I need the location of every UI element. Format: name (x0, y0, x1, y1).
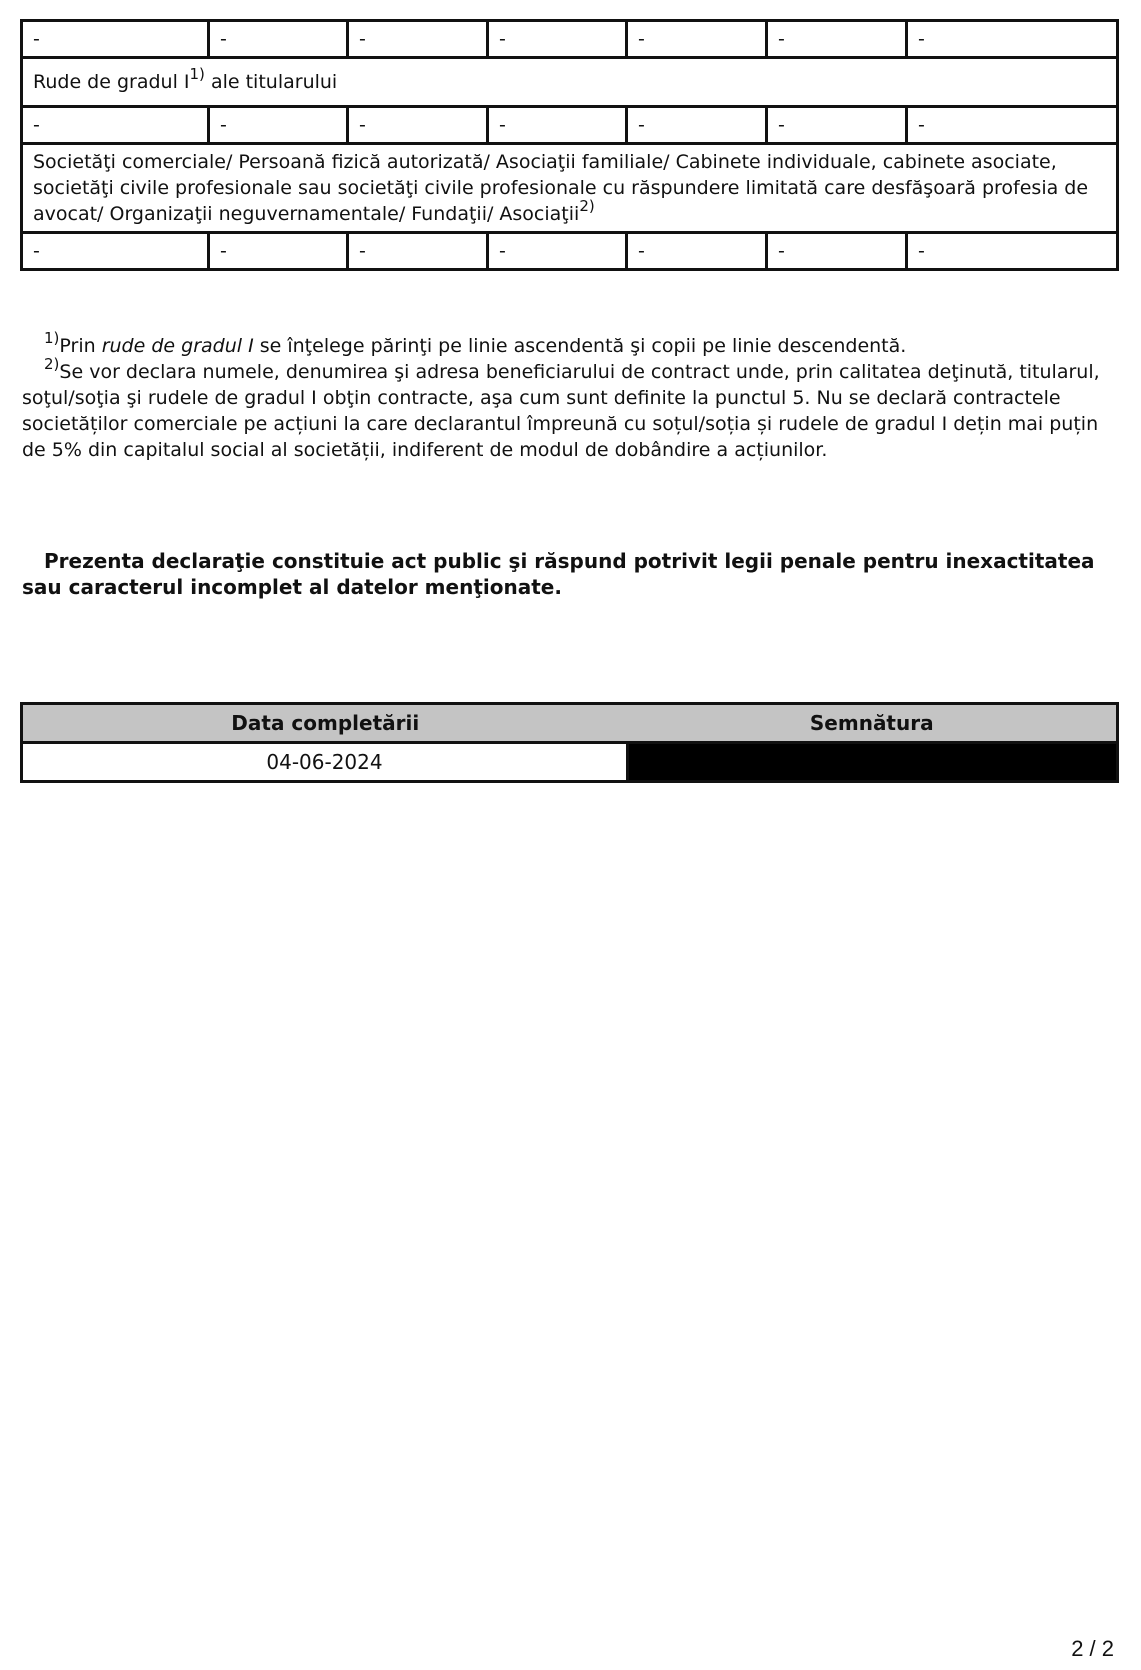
table-cell: - (209, 233, 348, 270)
footnote-marker: 1) (44, 329, 60, 347)
table-row (22, 21, 1118, 58)
table-cell: - (627, 107, 767, 144)
table-row (22, 233, 1118, 270)
table-cell: - (488, 233, 627, 270)
footnote-2 (22, 355, 1112, 463)
legal-statement-text: Prezenta declaraţie constituie act public şi răspund potrivit legii penale pentru inexactitatea sau caracterul incomplet al datelor menţionate. (22, 549, 1095, 599)
table-cell: - (348, 233, 488, 270)
table-cell: - (907, 21, 1118, 58)
footnote-term: rude de gradul I (101, 335, 254, 357)
table-row (22, 107, 1118, 144)
footnote-marker: 2) (44, 355, 60, 373)
table-cell: - (348, 107, 488, 144)
footnote-ref: 2) (579, 197, 595, 215)
group-header-row (22, 144, 1118, 233)
contracts-table (20, 19, 1119, 271)
table-cell: - (209, 21, 348, 58)
table-cell: - (22, 21, 209, 58)
signature-header-row (22, 704, 1118, 743)
table-cell: - (767, 233, 907, 270)
footnote-text: se înţelege părinţi pe linie ascendentă şi copii pe linie descendentă. (253, 335, 907, 357)
date-value: 04-06-2024 (22, 743, 628, 782)
footnote-text: Prin (59, 335, 102, 357)
signature-header: Semnătura (628, 704, 1118, 743)
table-cell: - (627, 21, 767, 58)
table-cell: - (907, 107, 1118, 144)
signature-body-row (22, 743, 1118, 782)
signature-table (20, 702, 1119, 783)
legal-statement (22, 548, 1116, 600)
signature-redacted (628, 743, 1118, 782)
group-label: Rude de gradul I (33, 70, 190, 93)
footnote-ref: 1) (189, 64, 205, 83)
table-cell: - (627, 233, 767, 270)
group-header-relatives (22, 58, 1118, 107)
table-cell: - (348, 21, 488, 58)
group-header-row (22, 58, 1118, 107)
table-cell: - (22, 233, 209, 270)
page-number: 2 / 2 (1071, 1636, 1114, 1661)
group-label: Societăţi comerciale/ Persoană fizică autorizată/ Asociaţii familiale/ Cabinete individuale, cabinete asociate, societăţi civile profesionale sau societăţi civile profesionale cu răspundere limitată care desfăşoară profesia de avocat/ Organizaţii neguvernamentale/ Fundaţii/ Asociaţii (33, 151, 1089, 225)
footnote-text: Se vor declara numele, denumirea şi adresa beneficiarului de contract unde, prin calitatea deţinută, titularul, soţul/soţia şi rudele de gradul I obţin contracte, aşa cum sunt definite la punctul 5. Nu se declară contractele societăților comerciale pe acțiuni la care declarantul împreună cu soțul/soția și rudele de gradul I dețin mai puțin de 5% din capitalul social al societății, indiferent de modul de dobândire a acțiunilor. (22, 361, 1100, 461)
table-cell: - (22, 107, 209, 144)
date-header: Data completării (22, 704, 628, 743)
table-cell: - (767, 107, 907, 144)
table-cell: - (488, 21, 627, 58)
footnotes (22, 329, 1112, 463)
table-cell: - (767, 21, 907, 58)
group-label-suffix: ale titularului (204, 70, 338, 93)
table-cell: - (209, 107, 348, 144)
footnote-1 (22, 329, 1112, 359)
group-header-companies (22, 144, 1118, 233)
table-cell: - (488, 107, 627, 144)
table-cell: - (907, 233, 1118, 270)
